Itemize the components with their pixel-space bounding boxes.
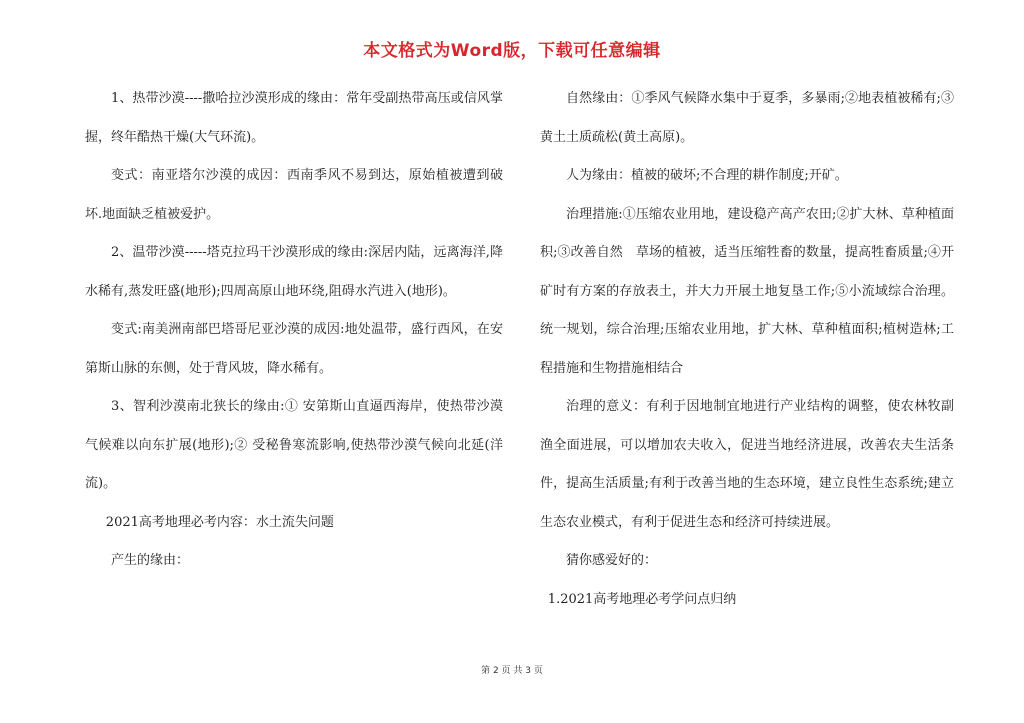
- left-column: [85, 80, 503, 581]
- paragraph-human-causes: 人为缘由：植被的破坏;不合理的耕作制度;开矿。: [566, 168, 848, 183]
- paragraph-tropical-desert: 1、热带沙漠----撒哈拉沙漠形成的缘由：常年受副热带高压或信风掌握，终年酷热干燥(大气环流)。: [85, 91, 503, 145]
- paragraph-control-measures: 治理措施:①压缩农业用地，建设稳产高产农田;②扩大林、草种植面积;③改善自然 草场的植被，适当压缩牲畜的数量，提高牲畜质量;④开矿时有方案的存放表土，并大力开展土地复垦工作;⑤小流域综合治理。统一规划，综合治理;压缩农业用地，扩大林、草种植面积;植树造林;工程措施和生物措施相结合: [540, 206, 954, 376]
- paragraph-natural-causes: 自然缘由：①季风气候降水集中于夏季，多暴雨;②地表植被稀有;③黄土土质疏松(黄土高原)。: [540, 91, 954, 145]
- right-column: [540, 80, 954, 619]
- paragraph-chile-desert: 3、智利沙漠南北狭长的缘由:① 安第斯山直逼西海岸，使热带沙漠气候难以向东扩展(地形);② 受秘鲁寒流影响,使热带沙漠气候向北延(洋流)。: [85, 399, 503, 491]
- paragraph-thar-variant: 变式：南亚塔尔沙漠的成因：西南季风不易到达，原始植被遭到破坏.地面缺乏植被爱护。: [85, 168, 503, 222]
- paragraph-patagonia-variant: 变式:南美洲南部巴塔哥尼亚沙漠的成因:地处温带，盛行西风，在安第斯山脉的东侧，处于背风坡，降水稀有。: [85, 322, 503, 376]
- paragraph-temperate-desert: 2、温带沙漠-----塔克拉玛干沙漠形成的缘由:深居内陆，远离海洋,降水稀有,蒸发旺盛(地形);四周高原山地环绕,阻碍水汽进入(地形)。: [85, 245, 503, 299]
- related-heading: 猜你感爱好的：: [566, 553, 658, 568]
- document-header-title: 本文格式为Word版，下载可任意编辑: [363, 41, 661, 61]
- paragraph-significance: 治理的意义：有利于因地制宜地进行产业结构的调整，使农林牧副渔全面进展，可以增加农夫收入，促进当地经济进展，改善农夫生活条件，提高生活质量;有利于改善当地的生态环境，建立良性生态系统;建立生态农业模式，有利于促进生态和经济可持续进展。: [540, 399, 954, 530]
- page-number-footer: 第 2 页 共 3 页: [481, 666, 543, 676]
- related-link-item[interactable]: 1.2021高考地理必考学问点归纳: [547, 591, 737, 607]
- section-heading-soil-erosion: 2021高考地理必考内容：水土流失问题: [105, 514, 334, 530]
- paragraph-causes-label: 产生的缘由：: [111, 553, 190, 568]
